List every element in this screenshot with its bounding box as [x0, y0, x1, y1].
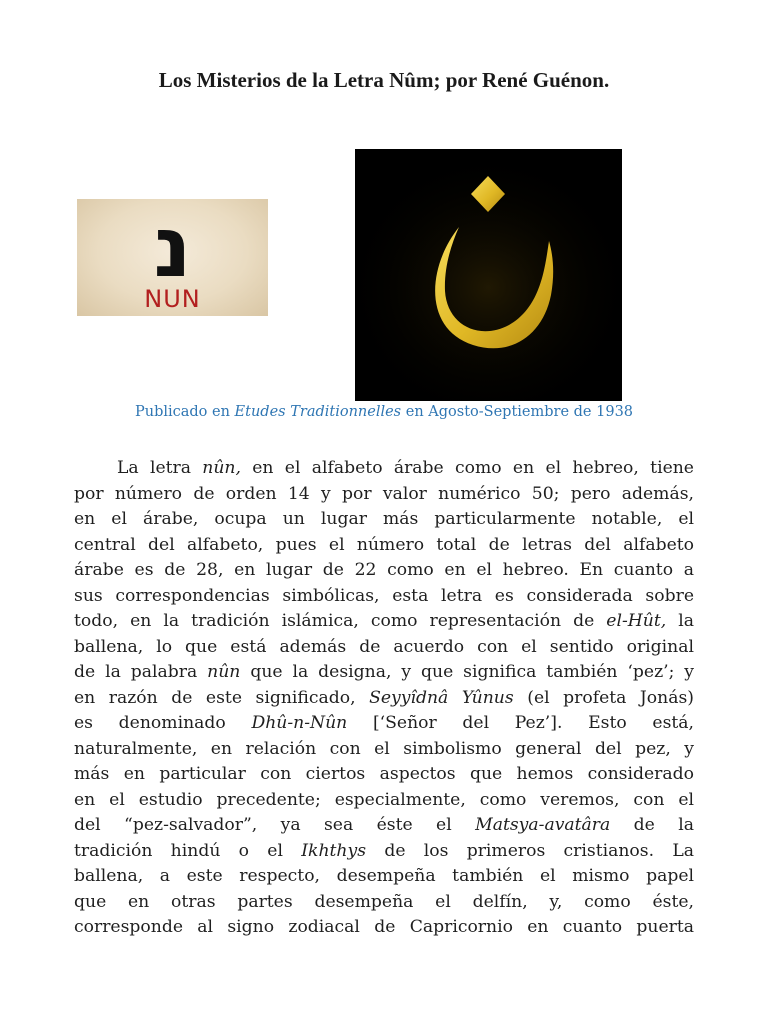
- body-line-2: por número de orden 14 y por valor numérico 50; pero además,: [74, 483, 694, 504]
- hebrew-nun-image: [77, 199, 268, 316]
- body-line-10: en razón de este significado, Seyyîdnâ Yûnus (el profeta Jonás): [74, 687, 694, 708]
- body-line-7: todo, en la tradición islámica, como representación de el-Hût, la: [74, 611, 694, 631]
- body-line-8: ballena, lo que está además de acuerdo con el sentido original: [74, 636, 694, 657]
- body-line-1: La letra nûn, en el alfabeto árabe como en el hebreo, tiene: [117, 458, 694, 478]
- body-line-14: en el estudio precedente; especialmente, como veremos, con el: [74, 789, 694, 810]
- publication-caption: [0, 404, 768, 420]
- body-line-17: ballena, a este respecto, desempeña también el mismo papel: [74, 866, 694, 886]
- body-line-11: es denominado Dhû-n-Nûn [‘Señor del Pez’]. Esto está,: [74, 713, 695, 733]
- body-line-15: del “pez-salvador”, ya sea éste el Matsya-avatâra de la: [74, 815, 694, 835]
- arabic-nun-glyph-icon: [355, 149, 622, 401]
- body-paragraph: [74, 456, 694, 941]
- caption-prefix: Publicado en: [134, 404, 230, 420]
- body-line-9: de la palabra nûn que la designa, y que significa también ‘pez’; y: [74, 662, 695, 682]
- body-line-5: árabe es de 28, en lugar de 22 como en el hebreo. En cuanto a: [74, 560, 694, 580]
- body-line-12: naturalmente, en relación con el simbolismo general del pez, y: [74, 738, 694, 759]
- body-line-3: en el árabe, ocupa un lugar más particularmente notable, el: [74, 509, 694, 529]
- body-line-16: tradición hindú o el Ikhthys de los primeros cristianos. La: [74, 840, 694, 861]
- page-title: Los Misterios de la Letra Nûm; por René Guénon.: [158, 68, 610, 92]
- hebrew-nun-glyph: נ: [153, 199, 192, 296]
- caption-suffix: en Agosto-Septiembre de 1938: [405, 404, 634, 420]
- body-line-4: central del alfabeto, pues el número total de letras del alfabeto: [74, 534, 694, 555]
- arabic-nun-image: [355, 149, 622, 401]
- body-line-18: que en otras partes desempeña el delfín, y, como éste,: [74, 891, 694, 912]
- hebrew-nun-label: NUN: [144, 285, 201, 313]
- caption-journal: Etudes Traditionnelles: [234, 404, 402, 420]
- body-line-6: sus correspondencias simbólicas, esta letra es considerada sobre: [74, 585, 694, 606]
- body-line-19: corresponde al signo zodiacal de Capricornio en cuanto puerta: [74, 917, 694, 937]
- hebrew-nun-letter-figure: [77, 199, 268, 316]
- body-line-13: más en particular con ciertos aspectos que hemos considerado: [74, 764, 694, 784]
